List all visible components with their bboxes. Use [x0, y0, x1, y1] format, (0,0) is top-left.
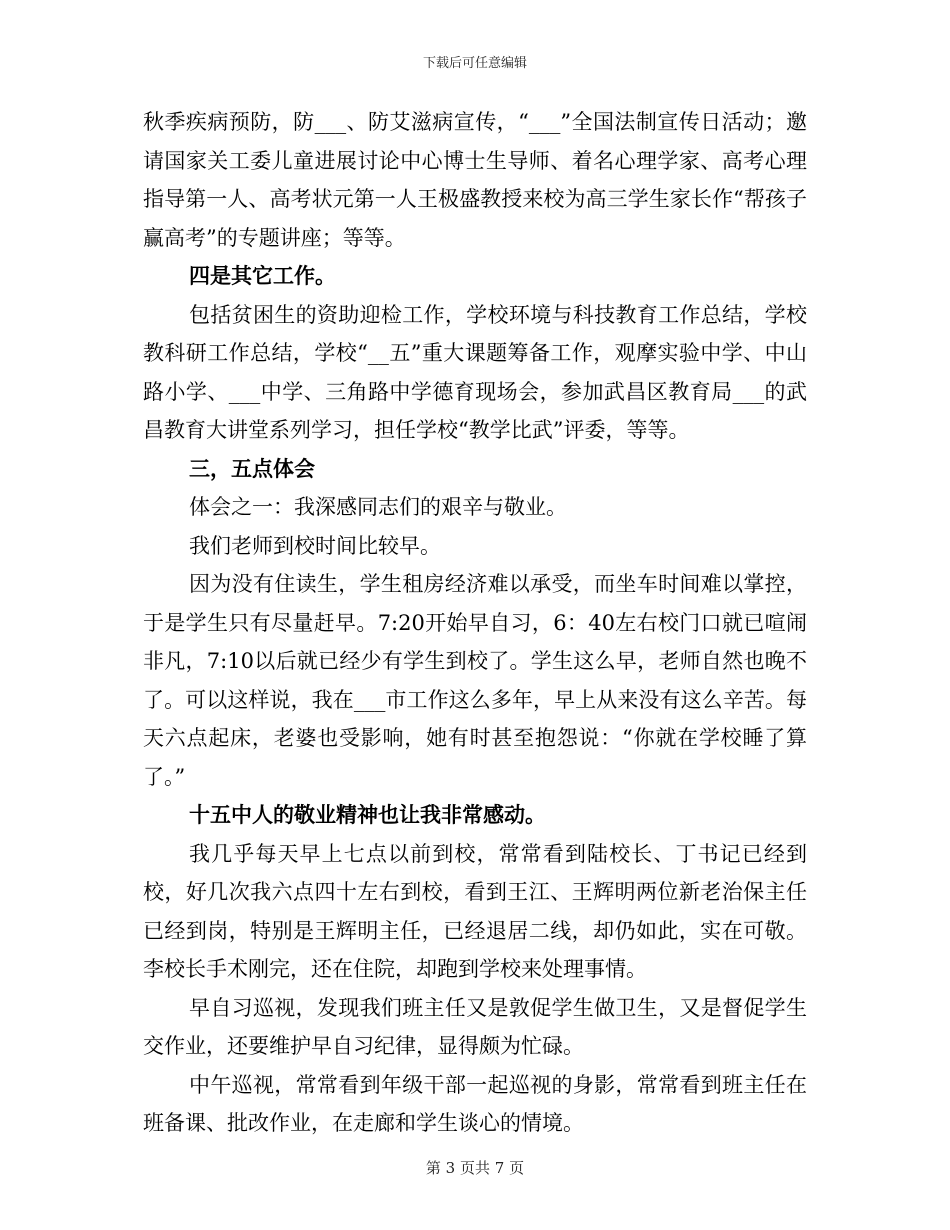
paragraph: 我们老师到校时间比较早。: [189, 533, 441, 558]
paragraph: 秋季疾病预防，防___、防艾滋病宣传，“___”全国法制宣传日活动；邀请国家关工委儿童进展讨论中心博士生导师、着名心理学家、高考心理指导第一人、高考状元第一人王极盛教授来校为高三学生家长作“帮孩子赢高考”的专题讲座；等等。: [143, 110, 807, 250]
paragraph: 早自习巡视，发现我们班主任又是敦促学生做卫生，又是督促学生交作业，还要维护早自习纪律，显得颇为忙碌。: [143, 995, 807, 1058]
section-heading: 三，五点体会: [189, 455, 315, 481]
page-number: 第 3 页共 7 页: [425, 1159, 525, 1177]
page-header: 下载后可任意编辑: [422, 56, 527, 71]
paragraph: 中午巡视，常常看到年级干部一起巡视的身影，常常看到班主任在班备课、批改作业，在走廊和学生谈心的情境。: [143, 1072, 807, 1135]
paragraph: 包括贫困生的资助迎检工作，学校环境与科技教育工作总结，学校教科研工作总结，学校“__五”重大课题筹备工作，观摩实验中学、中山路小学、___中学、三角路中学德育现场会，参加武昌区教育局___的武昌教育大讲堂系列学习，担任学校“教学比武”评委，等等。: [143, 302, 807, 442]
paragraph: 因为没有住读生，学生租房经济难以承受，而坐车时间难以掌控，于是学生只有尽量赶早。7:20开始早自习，6：40左右校门口就已喧闹非凡，7:10以后就已经少有学生到校了。学生这么早，老师自然也晚不了。可以这样说，我在___市工作这么多年，早上从来没有这么辛苦。每天六点起床，老婆也受影响，她有时甚至抱怨说：“你就在学校睡了算了。”: [143, 572, 807, 789]
paragraph: 体会之一：我深感同志们的艰辛与敬业。: [189, 495, 567, 519]
section-heading: 十五中人的敬业精神也让我非常感动。: [189, 802, 546, 827]
section-heading: 四是其它工作。: [189, 263, 336, 288]
paragraph: 我几乎每天早上七点以前到校，常常看到陆校长、丁书记已经到校，好几次我六点四十左右到校，看到王江、王辉明两位新老治保主任已经到岗，特别是王辉明主任，已经退居二线，却仍如此，实在可敬。李校长手术刚完，还在住院，却跑到学校来处理事情。: [143, 841, 807, 981]
document-body: [143, 103, 807, 1143]
